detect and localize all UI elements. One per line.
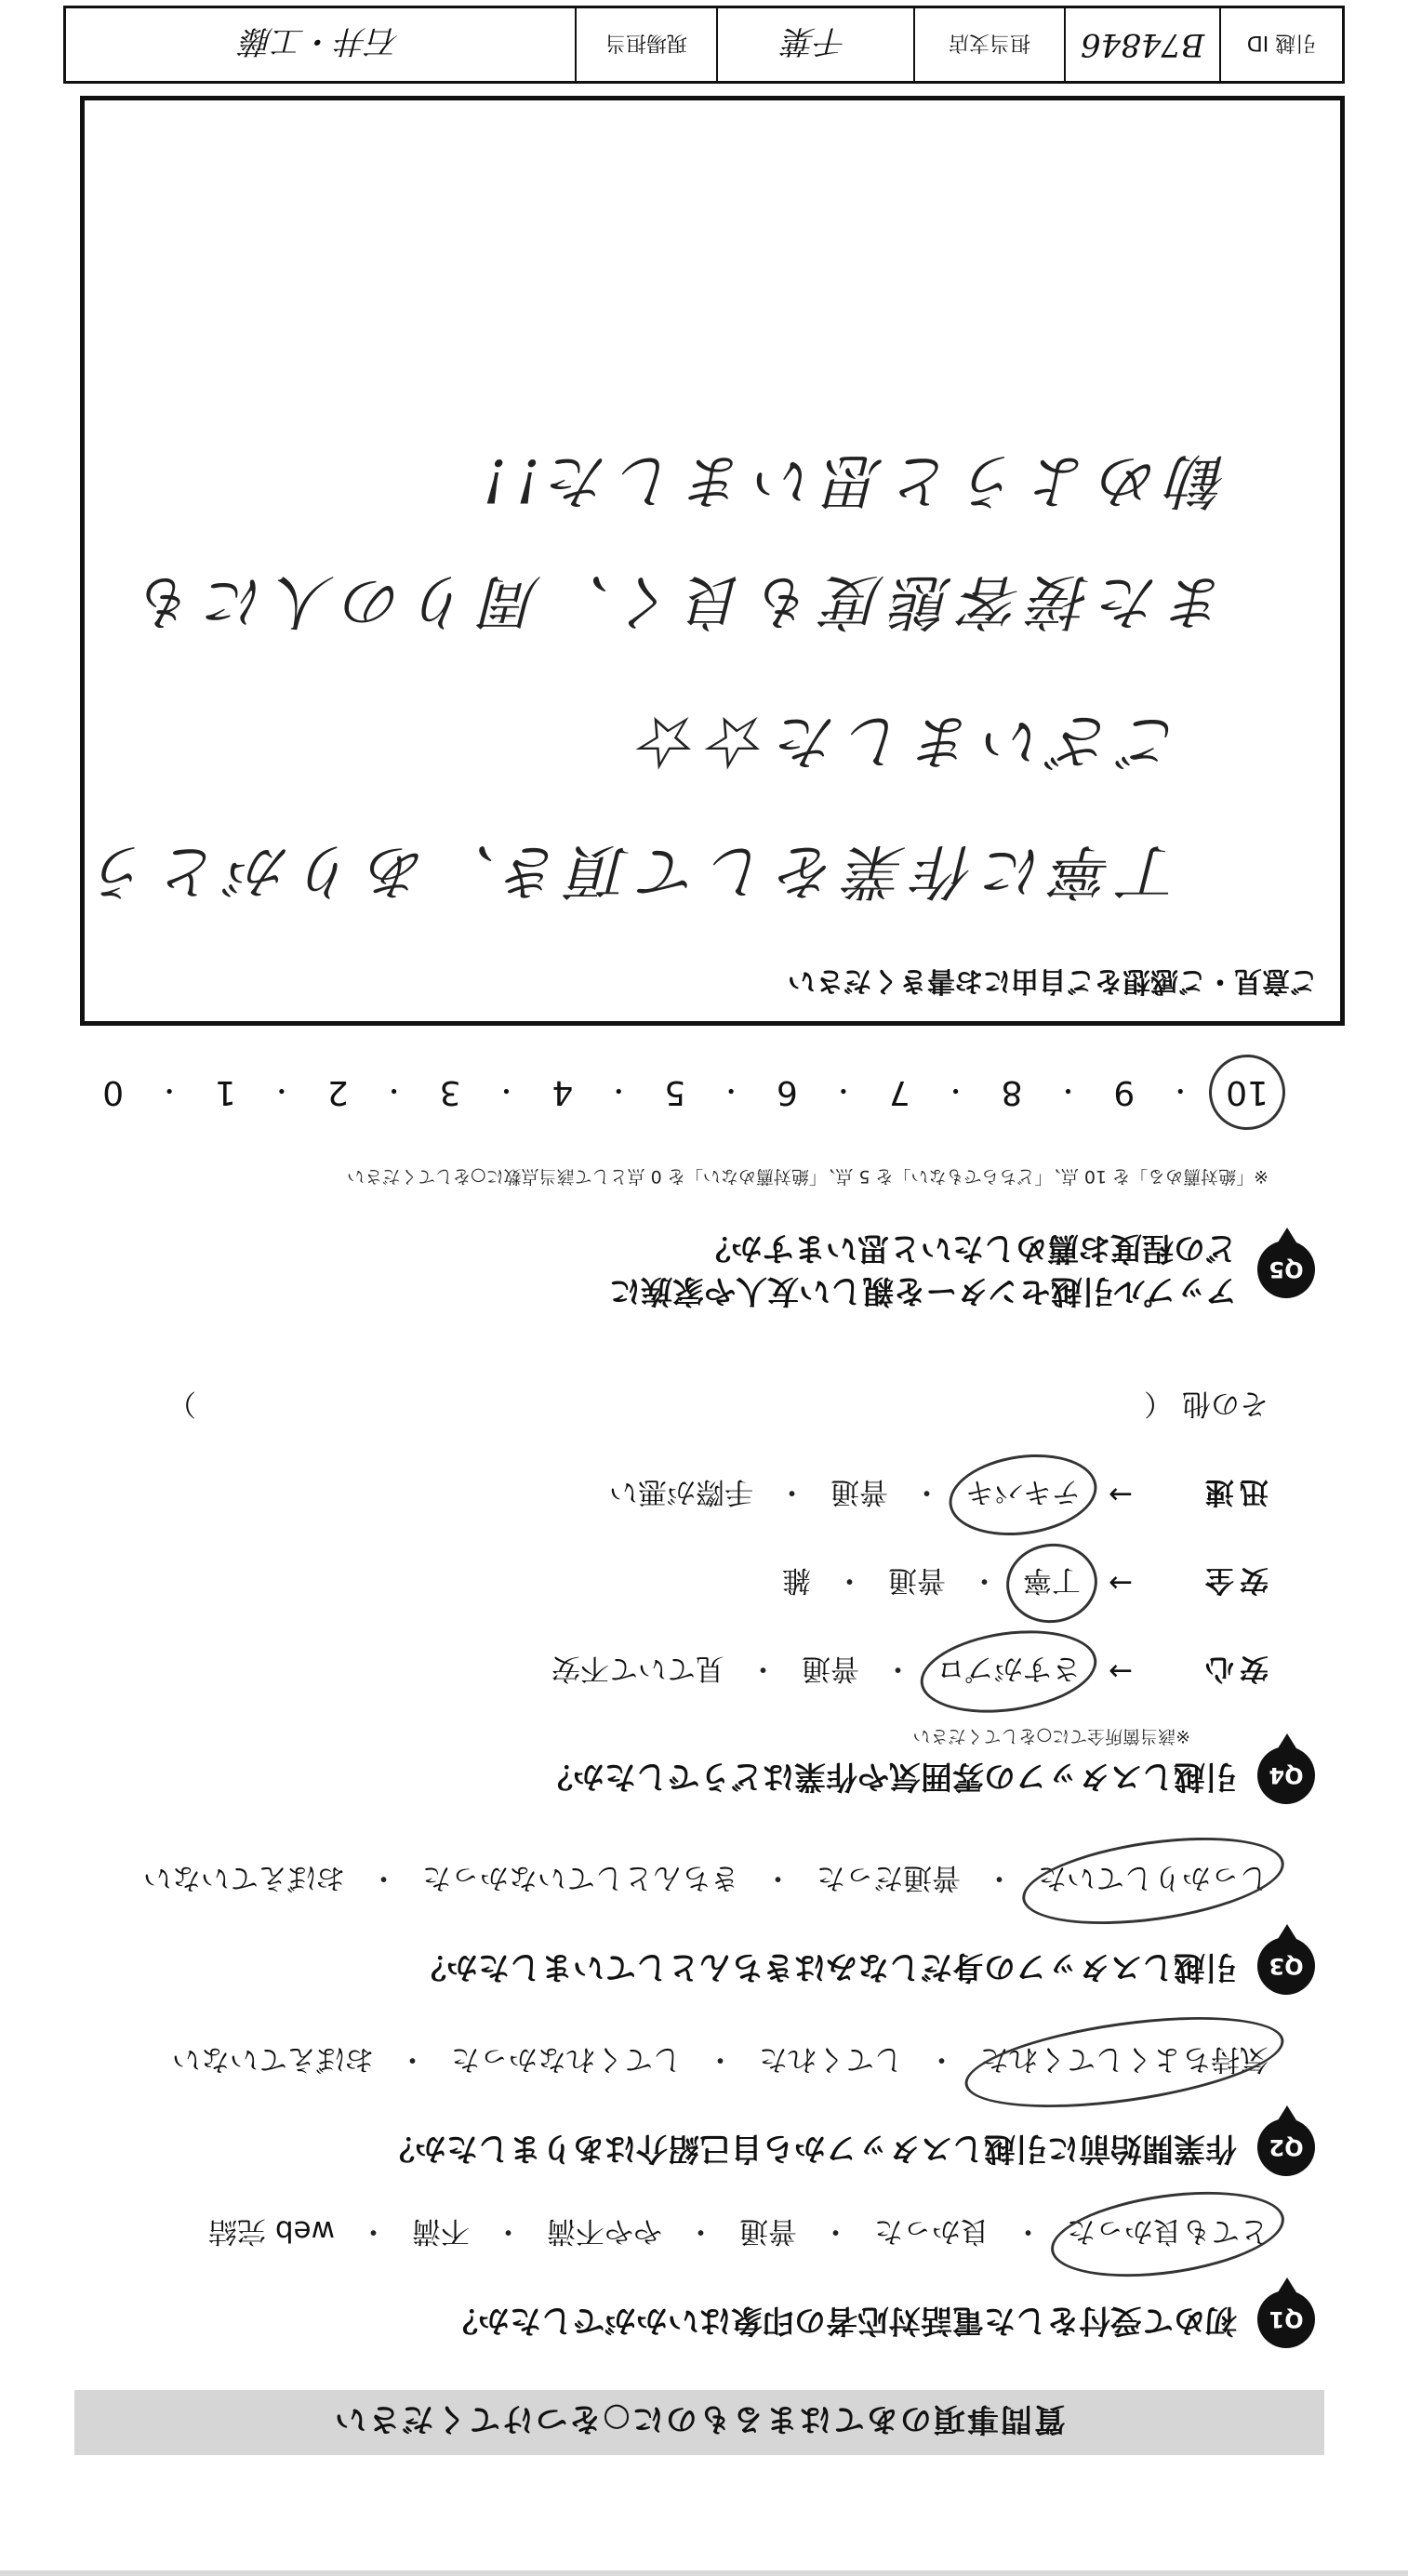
branch-value: 千葉 [716, 8, 913, 81]
comment-box[interactable] [80, 96, 1345, 1026]
scale-1[interactable]: 1 [215, 1073, 236, 1111]
q2-option-4[interactable]: おぼえていない [172, 2042, 374, 2076]
q4-row-3-option-2[interactable]: 普通 [830, 1475, 888, 1508]
site-staff-label: 現場担当 [575, 8, 716, 81]
question-5 [112, 1226, 1315, 1311]
branch-label: 担当支店 [913, 8, 1064, 81]
q4-row-2-option-3[interactable]: 雑 [782, 1563, 811, 1597]
instruction-banner: 質問事項のあてはまるものに○をつけてください [74, 2390, 1324, 2455]
move-id-label: 引越 ID [1219, 8, 1342, 81]
scale-8[interactable]: 8 [1001, 1073, 1023, 1111]
q2-option-2[interactable]: してくれた [759, 2042, 903, 2076]
arrow-icon: → [1109, 1566, 1133, 1600]
q4-row-2-label: 安全 [1200, 1563, 1269, 1597]
q4-row-jinsoku: 迅速 → テキパキ ・ 普通 ・ 手際が悪い [112, 1474, 1269, 1516]
scale-0[interactable]: 0 [102, 1073, 125, 1111]
id-table [63, 6, 1345, 84]
site-staff-value: 石井・工藤 [241, 22, 400, 60]
q4-other-open: （ [1144, 1387, 1174, 1420]
q5-text-line1: アップル引越センターを親しい友人や家族に [609, 1272, 1237, 1309]
q4-row-1-option-1[interactable]: さすがプロ [936, 1651, 1081, 1693]
q2-option-1[interactable]: 気持ちよくしてくれた [980, 2041, 1269, 2083]
question-2 [112, 2118, 1315, 2176]
q4-other-close: ） [167, 1387, 196, 1420]
q1-option-2[interactable]: 良かった [874, 2214, 990, 2248]
q1-option-6[interactable]: web 完結 [208, 2214, 335, 2248]
recommend-scale: 10 ・ 9 ・ 8 ・ 7 ・ 6 ・ 5 ・ 4 ・ 3 ・ 2 ・ 1 ・ 0 [102, 1073, 1269, 1111]
scale-3[interactable]: 3 [439, 1073, 461, 1111]
q5-note: ※「絶対薦める」を 10 点、「どちらでもない」を 5 点、「絶対薦めない」を 0 点として該当点数に○をしてください [347, 1166, 1269, 1187]
q1-option-5[interactable]: 不満 [412, 2214, 470, 2248]
q4-other-label: その他 [1182, 1387, 1269, 1420]
q2-option-3[interactable]: してくれなかった [451, 2042, 682, 2076]
comment-line-3: また接客態度も良く、周りの人にも [128, 566, 1229, 635]
q3-badge: Q3 [1257, 1937, 1315, 1995]
scale-10[interactable]: 10 [1226, 1073, 1269, 1111]
q2-badge: Q2 [1257, 2118, 1315, 2176]
q3-option-2[interactable]: 普通だった [817, 1861, 961, 1894]
q4-row-3-option-1[interactable]: テキパキ [965, 1474, 1081, 1516]
q3-options: しっかりしていた ・ 普通だった ・ きちんとしていなかった ・ おぼえていない [112, 1860, 1269, 1902]
question-4 [112, 1746, 1315, 1804]
q4-row-1-option-2[interactable]: 普通 [802, 1652, 859, 1685]
q1-option-3[interactable]: 普通 [739, 2214, 797, 2248]
q4-row-anzen: 安全 → 丁寧 ・ 普通 ・ 雑 [112, 1562, 1269, 1604]
q2-text: 作業開始前に引越しスタッフから自己紹介はありましたか？ [383, 2129, 1237, 2167]
comment-title: ご意見・ご感想をご自由にお書きください [788, 964, 1318, 997]
comment-line-4: 勧めようと思いました!! [473, 445, 1229, 514]
comment-line-1: 丁寧に作業をして頂き、ありがとう [83, 836, 1182, 905]
arrow-icon: → [1109, 1478, 1133, 1512]
q1-option-4[interactable]: やや不満 [547, 2214, 662, 2248]
q5-badge: Q5 [1257, 1241, 1315, 1298]
scan-edge [0, 2570, 1408, 2576]
question-1 [112, 2291, 1315, 2348]
move-id-value: B74846 [1064, 8, 1219, 81]
question-3 [112, 1937, 1315, 1995]
q4-row-1-label: 安心 [1200, 1652, 1269, 1685]
arrow-icon: → [1109, 1654, 1133, 1689]
q4-row-3-label: 迅速 [1200, 1475, 1269, 1508]
q4-row-2-option-1[interactable]: 丁寧 [1023, 1562, 1081, 1604]
q3-option-4[interactable]: おぼえていない [143, 1861, 345, 1894]
q1-badge: Q1 [1257, 2291, 1315, 2348]
q4-other [112, 1386, 1269, 1427]
q1-option-1[interactable]: とても良かった [1067, 2213, 1269, 2255]
q3-option-3[interactable]: きちんとしていなかった [422, 1861, 739, 1894]
scale-5[interactable]: 5 [664, 1073, 686, 1111]
scale-6[interactable]: 6 [777, 1073, 798, 1111]
q2-options: 気持ちよくしてくれた ・ してくれた ・ してくれなかった ・ おぼえていない [112, 2041, 1269, 2083]
q4-row-3-option-3[interactable]: 手際が悪い [609, 1475, 753, 1508]
comment-line-2: ございました☆☆ [631, 706, 1182, 775]
q4-note: ※該当箇所全てに○をしてください [912, 1726, 1190, 1746]
q4-row-anshin: 安心 → さすがプロ ・ 普通 ・ 見ていて不安 [112, 1651, 1269, 1693]
scale-9[interactable]: 9 [1113, 1073, 1136, 1111]
q4-text: 引越しスタッフの雰囲気や作業はどうでしたか？ [541, 1757, 1237, 1795]
scale-7[interactable]: 7 [888, 1073, 910, 1111]
q4-row-2-option-2[interactable]: 普通 [888, 1563, 946, 1597]
q1-options: とても良かった ・ 良かった ・ 普通 ・ やや不満 ・ 不満 ・ web 完結 [112, 2213, 1269, 2255]
q3-text: 引越しスタッフの身だしなみはきちんとしていましたか？ [415, 1947, 1237, 1985]
q5-text-line2: どの程度お薦めしたいと思いますか？ [699, 1229, 1237, 1268]
q1-text: 初めて受付をした電話対応者の印象はいかがでしたか？ [446, 2301, 1237, 2339]
q3-option-1[interactable]: しっかりしていた [1038, 1860, 1269, 1902]
q4-badge: Q4 [1257, 1746, 1315, 1804]
scale-2[interactable]: 2 [326, 1073, 349, 1111]
q4-row-1-option-3[interactable]: 見ていて不安 [551, 1652, 724, 1685]
scale-4[interactable]: 4 [551, 1073, 574, 1111]
